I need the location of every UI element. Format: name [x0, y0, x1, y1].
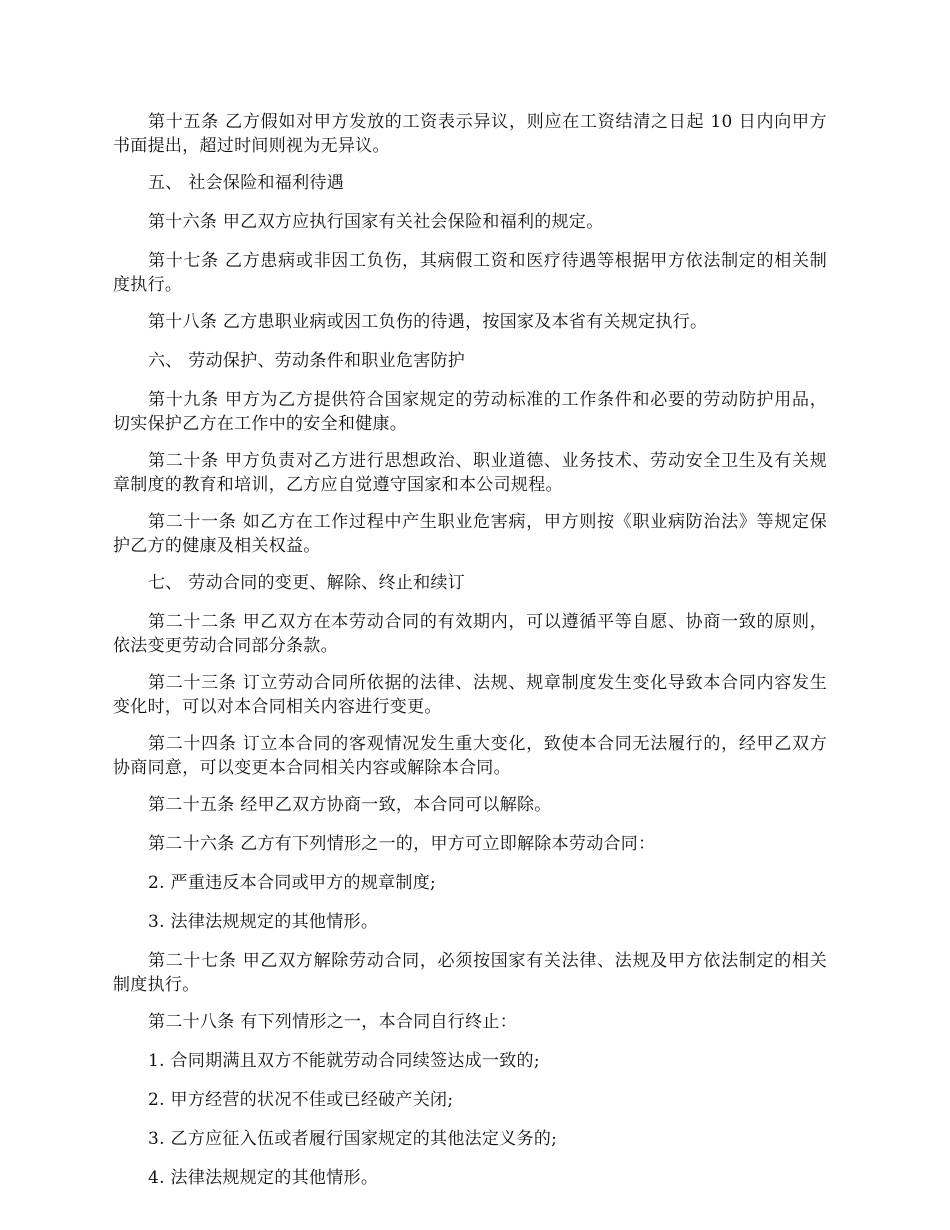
paragraph-article-16: 第十六条 甲乙双方应执行国家有关社会保险和福利的规定。	[148, 212, 604, 232]
paragraph-article-19: 第十九条 甲方为乙方提供符合国家规定的劳动标准的工作条件和必要的劳动防护用品，切实保护乙方在工作中的安全和健康。	[113, 390, 827, 434]
list-item-article-26-3: 3. 法律法规规定的其他情形。	[148, 912, 379, 932]
paragraph-article-20: 第二十条 甲方负责对乙方进行思想政治、职业道德、业务技术、劳动安全卫生及有关规章制度的教育和培训，乙方应自觉遵守国家和本公司规程。	[113, 451, 827, 495]
paragraph-article-25: 第二十五条 经甲乙双方协商一致，本合同可以解除。	[148, 795, 552, 815]
paragraph-article-28: 第二十八条 有下列情形之一，本合同自行终止：	[148, 1012, 518, 1032]
list-item-article-28-1: 1. 合同期满且双方不能就劳动合同续签达成一致的;	[148, 1051, 540, 1071]
list-item-article-28-3: 3. 乙方应征入伍或者履行国家规定的其他法定义务的;	[148, 1129, 558, 1149]
paragraph-article-15: 第十五条 乙方假如对甲方发放的工资表示异议，则应在工资结清之日起 10 日内向甲方书面提出，超过时间则视为无异议。	[113, 112, 827, 156]
paragraph-article-17: 第十七条 乙方患病或非因工负伤，其病假工资和医疗待遇等根据甲方依法制定的相关制度执行。	[113, 251, 827, 295]
paragraph-article-27: 第二十七条 甲乙双方解除劳动合同，必须按国家有关法律、法规及甲方依法制定的相关制度执行。	[113, 951, 827, 995]
paragraph-article-22: 第二十二条 甲乙双方在本劳动合同的有效期内，可以遵循平等自愿、协商一致的原则，依法变更劳动合同部分条款。	[113, 612, 827, 656]
section-heading-contract-changes: 七、 劳动合同的变更、解除、终止和续订	[148, 573, 466, 593]
paragraph-article-26: 第二十六条 乙方有下列情形之一的，甲方可立即解除本劳动合同：	[148, 834, 656, 854]
list-item-article-28-2: 2. 甲方经营的状况不佳或已经破产关闭;	[148, 1090, 454, 1110]
list-item-article-28-4: 4. 法律法规规定的其他情形。	[148, 1168, 379, 1188]
paragraph-article-18: 第十八条 乙方患职业病或因工负伤的待遇，按国家及本省有关规定执行。	[148, 312, 708, 332]
section-heading-labor-protection: 六、 劳动保护、劳动条件和职业危害防护	[148, 351, 466, 371]
document-body	[113, 110, 827, 1205]
list-item-article-26-2: 2. 严重违反本合同或甲方的规章制度;	[148, 873, 437, 893]
paragraph-article-21: 第二十一条 如乙方在工作过程中产生职业危害病，甲方则按《职业病防治法》等规定保护乙方的健康及相关权益。	[113, 512, 827, 556]
paragraph-article-23: 第二十三条 订立劳动合同所依据的法律、法规、规章制度发生变化导致本合同内容发生变化时，可以对本合同相关内容进行变更。	[113, 673, 827, 717]
paragraph-article-24: 第二十四条 订立本合同的客观情况发生重大变化，致使本合同无法履行的，经甲乙双方协商同意，可以变更本合同相关内容或解除本合同。	[113, 734, 827, 778]
section-heading-social-insurance: 五、 社会保险和福利待遇	[148, 173, 345, 193]
